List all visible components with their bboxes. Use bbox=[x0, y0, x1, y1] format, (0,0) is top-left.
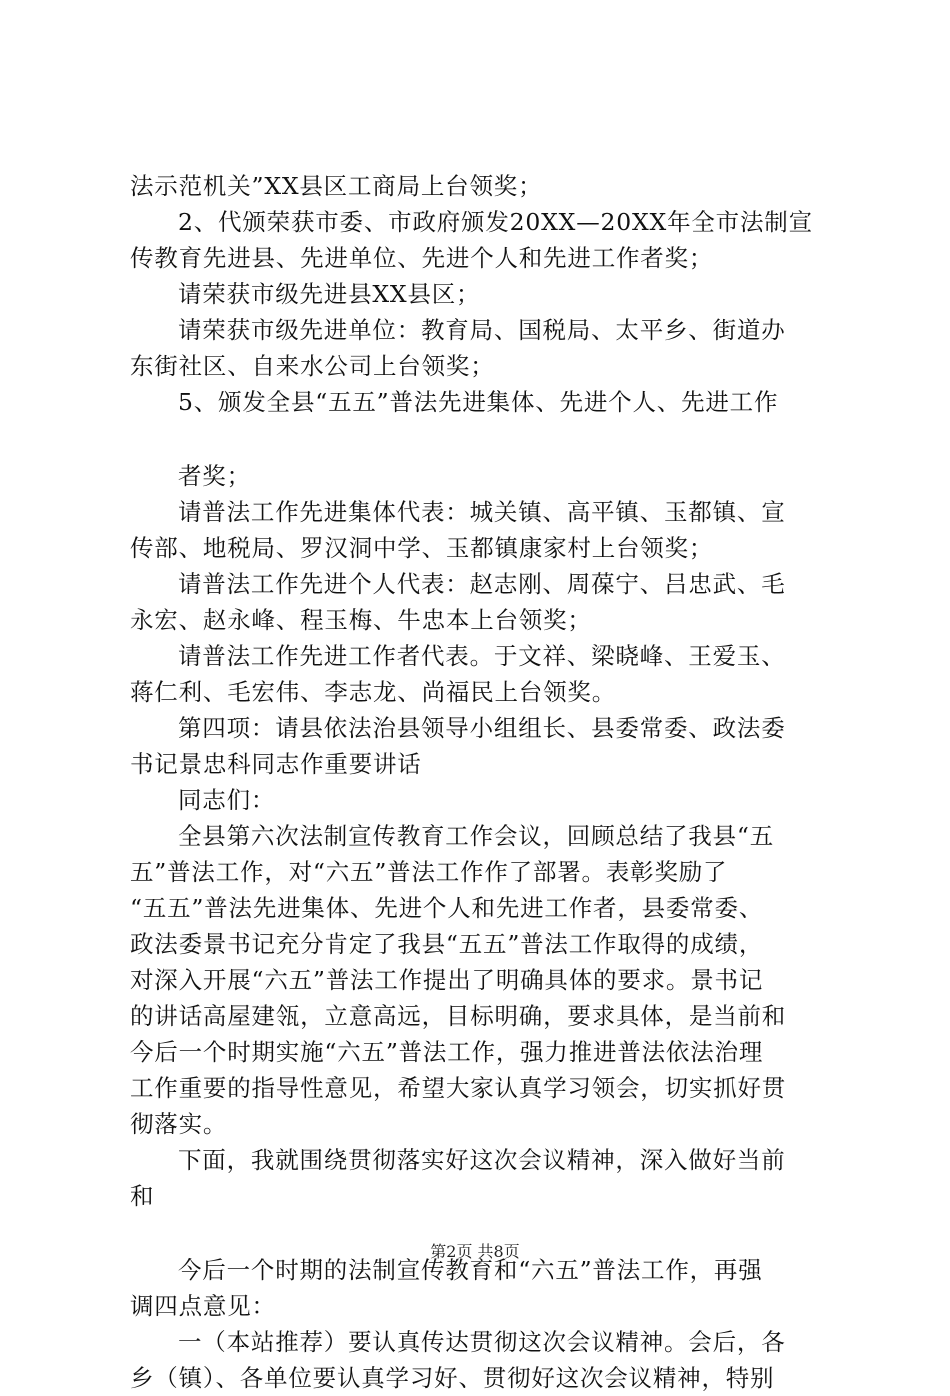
text-line: 者奖； bbox=[178, 462, 251, 490]
text-line: 一（本站推荐）要认真传达贯彻这次会议精神。会后，各 bbox=[178, 1328, 786, 1356]
text-line: 请荣获市级先进县XX县区； bbox=[178, 280, 481, 308]
text-line: 今后一个时期实施“六五”普法工作，强力推进普法依法治理 bbox=[130, 1038, 764, 1066]
text-line: 第四项：请县依法治县领导小组组长、县委常委、政法委 bbox=[178, 714, 786, 742]
text-line: 5、颁发全县“五五”普法先进集体、先进个人、先进工作 bbox=[178, 388, 779, 416]
text-line: “五五”普法先进集体、先进个人和先进工作者，县委常委、 bbox=[130, 894, 764, 922]
text-line: 传部、地税局、罗汉洞中学、玉都镇康家村上台领奖； bbox=[130, 534, 714, 562]
text-line: 政法委景书记充分肯定了我县“五五”普法工作取得的成绩， bbox=[130, 930, 764, 958]
page-number-footer: 第2页 共8页 bbox=[430, 1242, 520, 1261]
text-line: 彻落实。 bbox=[130, 1110, 228, 1138]
text-line: 下面，我就围绕贯彻落实好这次会议精神，深入做好当前 bbox=[178, 1146, 786, 1174]
text-line: 书记景忠科同志作重要讲话 bbox=[130, 750, 422, 778]
text-line: 传教育先进县、先进单位、先进个人和先进工作者奖； bbox=[130, 244, 714, 272]
text-line: 五”普法工作，对“六五”普法工作作了部署。表彰奖励了 bbox=[130, 858, 728, 886]
text-line: 法示范机关”XX县区工商局上台领奖； bbox=[130, 172, 543, 200]
text-line: 今后一个时期的法制宣传教育和“六五”普法工作，再强 bbox=[178, 1256, 763, 1284]
text-line: 对深入开展“六五”普法工作提出了明确具体的要求。景书记 bbox=[130, 966, 764, 994]
text-line: 的讲话高屋建瓴，立意高远，目标明确，要求具体，是当前和 bbox=[130, 1002, 787, 1030]
text-line: 蒋仁利、毛宏伟、李志龙、尚福民上台领奖。 bbox=[130, 678, 616, 706]
text-line: 2、代颁荣获市委、市政府颁发20XX—20XX年全市法制宣 bbox=[178, 208, 813, 236]
text-line: 请荣获市级先进单位：教育局、国税局、太平乡、街道办 bbox=[178, 316, 786, 344]
text-line: 请普法工作先进个人代表：赵志刚、周葆宁、吕忠武、毛 bbox=[178, 570, 786, 598]
text-line: 工作重要的指导性意见，希望大家认真学习领会，切实抓好贯 bbox=[130, 1074, 787, 1102]
text-line: 同志们： bbox=[178, 786, 276, 814]
text-line: 调四点意见： bbox=[130, 1292, 276, 1320]
text-line: 乡（镇）、各单位要认真学习好、贯彻好这次会议精神，特别 bbox=[130, 1364, 775, 1392]
text-line: 请普法工作先进工作者代表。于文祥、梁晓峰、王爱玉、 bbox=[178, 642, 786, 670]
text-line: 请普法工作先进集体代表：城关镇、高平镇、玉都镇、宣 bbox=[178, 498, 786, 526]
text-line: 和 bbox=[130, 1182, 155, 1210]
text-line: 东街社区、自来水公司上台领奖； bbox=[130, 352, 495, 380]
document-body bbox=[130, 168, 830, 1396]
text-line: 永宏、赵永峰、程玉梅、牛忠本上台领奖； bbox=[130, 606, 592, 634]
text-line: 全县第六次法制宣传教育工作会议，回顾总结了我县“五 bbox=[178, 822, 775, 850]
